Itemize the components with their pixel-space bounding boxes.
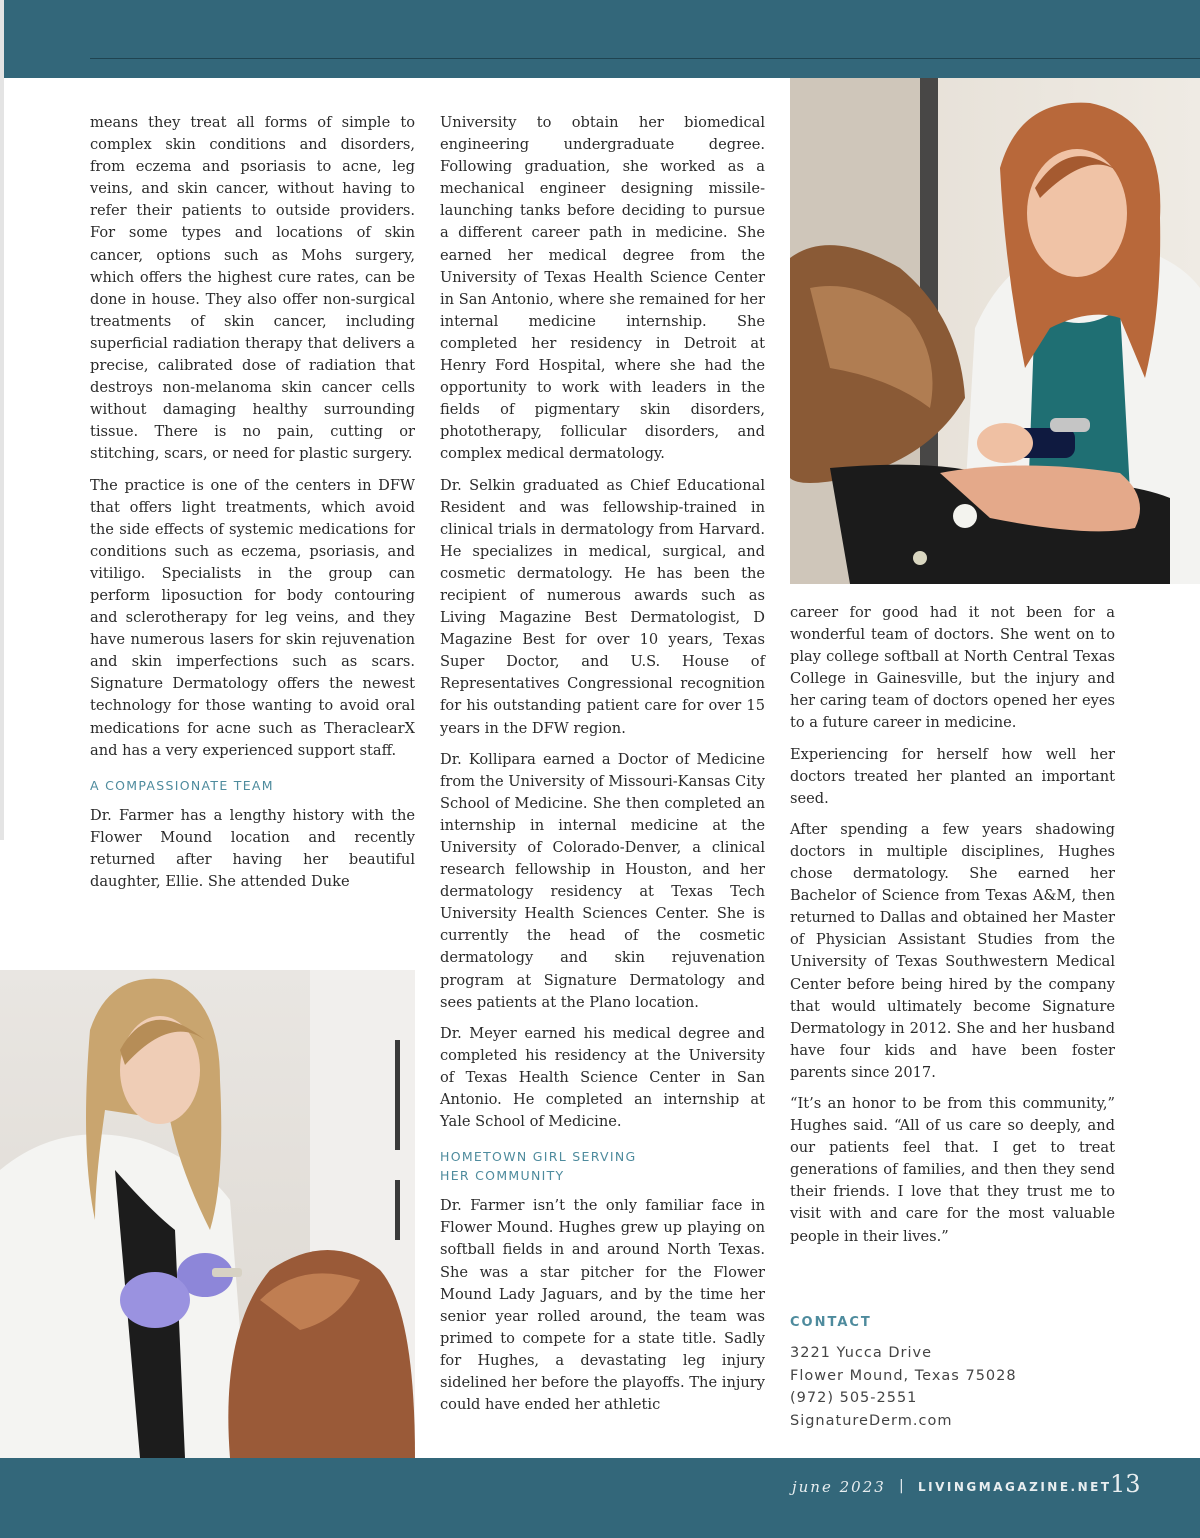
page-number: 13 — [1110, 1470, 1141, 1498]
photo-illustration — [0, 970, 415, 1458]
article-column-2 — [440, 112, 765, 1425]
contact-address-line-2: Flower Mound, Texas 75028 — [790, 1367, 1017, 1384]
paragraph: Dr. Selkin graduated as Chief Educational Resident and was fellowship-trained in clinical trials in dermatology from Harvard. He specializes in medical, surgical, and cosmetic dermatology. He has been the recipient of numerous awards such as Living Magazine Best Dermatologist, D Magazine Best for over 10 years, Texas Super Doctor, and U.S. House of Representatives Congressional recognition for his outstanding patient care for over 15 years in the DFW region. — [440, 476, 765, 737]
contact-website: SignatureDerm.com — [790, 1412, 953, 1429]
paragraph: Dr. Farmer has a lengthy history with the Flower Mound location and recently returned after having her beautiful daughter, Ellie. She attended Duke — [90, 806, 415, 890]
article-column-1 — [90, 112, 415, 902]
photo-doctor-giving-injection — [0, 970, 415, 1458]
footer-separator: | — [899, 1478, 904, 1494]
subheading-hometown-girl — [440, 1147, 765, 1185]
footer-issue-date: june 2023 — [792, 1478, 886, 1496]
photo-doctor-examining-patient — [790, 78, 1200, 584]
footer-website: LIVINGMAGAZINE.NET — [918, 1480, 1112, 1494]
paragraph: The practice is one of the centers in DFW that offers light treatments, which avoid the side effects of systemic medications for conditions such as eczema, psoriasis, and vitiligo. Specialists in the group can perform liposuction for body contouring and sclerotherapy for leg veins, and they have numerous lasers for skin rejuvenation and skin imperfections such as scars. Signature Dermatology offers the newest technology for those wanting to avoid oral medications for acne such as TheraclearX and has a very experienced support staff. — [90, 476, 415, 759]
paragraph: career for good had it not been for a wonderful team of doctors. She went on to play college softball at North Central Texas College in Gainesville, but the injury and her caring team of doctors opened her eyes to a future career in medicine. — [790, 604, 1115, 732]
top-band — [0, 0, 1200, 78]
paragraph: Dr. Farmer isn’t the only familiar face in Flower Mound. Hughes grew up playing on softball fields in and around North Texas. She was a star pitcher for the Flower Mound Lady Jaguars, and by the time her senior year rolled around, the team was primed to compete for a state title. Sadly for Hughes, a devastating leg injury sidelined her before the playoffs. The injury could have ended her athletic — [440, 1197, 765, 1414]
subheading-line: HER COMMUNITY — [440, 1168, 565, 1184]
paragraph: Experiencing for herself how well her doctors treated her planted an important seed. — [790, 745, 1115, 807]
contact-address-line-1: 3221 Yucca Drive — [790, 1345, 932, 1361]
contact-block — [790, 1315, 1120, 1432]
subheading-line: HOMETOWN GIRL SERVING — [440, 1149, 637, 1165]
contact-phone: (972) 505-2551 — [790, 1390, 918, 1406]
top-rule — [90, 58, 1200, 59]
paragraph: After spending a few years shadowing doctors in multiple disciplines, Hughes chose dermatology. She earned her Bachelor of Science from Texas A&M, then returned to Dallas and obtained her Master of Physician Assistant Studies from the University of Texas Southwestern Medical Center before being hired by the company that would ultimately become Signature Dermatology in 2012. She and her husband have four kids and have been foster parents since 2017. — [790, 820, 1115, 1081]
paragraph: means they treat all forms of simple to complex skin conditions and disorders, from eczema and psoriasis to acne, leg veins, and skin cancer, without having to refer their patients to outside providers. For some types and locations of skin cancer, options such as Mohs surgery, which offers the highest cure rates, can be done in house. They also offer non-surgical treatments of skin cancer, including superficial radiation therapy that delivers a precise, calibrated dose of radiation that destroys non-melanoma skin cancer cells without damaging healthy surrounding tissue. There is no pain, cutting or stitching, scars, or need for plastic surgery. — [90, 114, 415, 463]
subheading-compassionate-team: A COMPASSIONATE TEAM — [90, 777, 274, 793]
page-edge-shadow — [0, 0, 4, 840]
photo-illustration — [790, 78, 1200, 584]
contact-heading: CONTACT — [790, 1315, 872, 1330]
paragraph: Dr. Kollipara earned a Doctor of Medicine from the University of Missouri-Kansas City School of Medicine. She then completed an internship in internal medicine at the University of Colorado-Denver, a clinical research fellowship in Houston, and her dermatology residency at Texas Tech University Health Sciences Center. She is currently the head of the cosmetic dermatology and skin rejuvenation program at Signature Dermatology and sees patients at the Plano location. — [440, 750, 765, 1011]
paragraph: “It’s an honor to be from this community,” Hughes said. “All of us care so deeply, and our patients feel that. I get to treat generations of families, and then they send their friends. I love that they trust me to visit with and care for the most valuable people in their lives.” — [790, 1094, 1115, 1245]
bottom-band — [0, 1458, 1200, 1538]
paragraph: University to obtain her biomedical engineering undergraduate degree. Following graduation, she worked as a mechanical engineer designing missile-launching tanks before deciding to pursue a different career path in medicine. She earned her medical degree from the University of Texas Health Science Center in San Antonio, where she remained for her internal medicine internship. She completed her residency in Detroit at Henry Ford Hospital, where she had the opportunity to work with leaders in the fields of pigmentary skin disorders, phototherapy, follicular disorders, and complex medical dermatology. — [440, 114, 765, 463]
paragraph: Dr. Meyer earned his medical degree and completed his residency at the University of Texas Health Science Center in San Antonio. He completed an internship at Yale School of Medicine. — [440, 1024, 765, 1131]
article-column-3 — [790, 602, 1115, 1257]
